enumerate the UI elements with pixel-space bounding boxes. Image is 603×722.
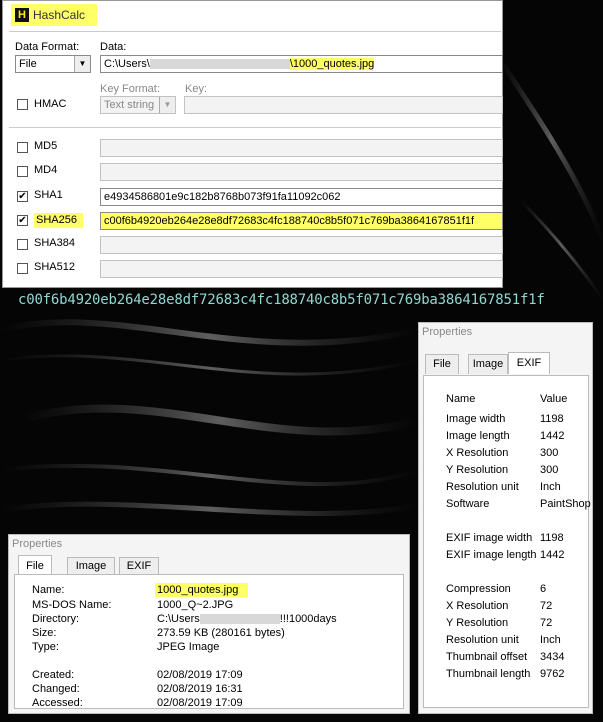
col-name-header: Name <box>446 393 476 405</box>
key-format-value: Text string <box>104 99 155 111</box>
sha1-checkbox[interactable]: ✔ <box>18 191 27 202</box>
size-value: 273.59 KB (280161 bytes) <box>157 627 285 639</box>
chevron-down-icon: ▼ <box>74 56 90 72</box>
size-label: Size: <box>32 627 57 639</box>
sha1-result-field[interactable]: e4934586801e9c182b8768b073f91fa11092c062 <box>100 188 503 206</box>
tab-image[interactable]: Image <box>67 557 115 575</box>
data-format-label: Data Format: <box>15 41 80 53</box>
exif-row-name: Software <box>446 498 490 510</box>
exif-row-name: Image width <box>446 413 506 425</box>
sha1-label: SHA1 <box>34 189 63 201</box>
exif-row-name: Y Resolution <box>446 617 509 629</box>
msdos-value: 1000_Q~2.JPG <box>157 599 234 611</box>
exif-row-value: 9762 <box>540 668 565 680</box>
redacted-path <box>200 614 280 624</box>
exif-row-value: Inch <box>540 634 561 646</box>
exif-row-value: 72 <box>540 617 553 629</box>
changed-label: Changed: <box>32 683 80 695</box>
divider <box>9 127 501 128</box>
data-path-prefix: C:\Users\ <box>104 58 150 70</box>
properties-title: Properties <box>422 326 473 338</box>
hmac-label: HMAC <box>34 98 67 110</box>
accessed-label: Accessed: <box>32 697 83 709</box>
md4-label: MD4 <box>34 164 58 176</box>
exif-row-name: Thumbnail offset <box>446 651 528 663</box>
data-format-select[interactable] <box>15 55 91 73</box>
exif-row-name: Compression <box>446 583 511 595</box>
exif-row-name: Image length <box>446 430 510 442</box>
exif-row-value: Inch <box>540 481 561 493</box>
hashcalc-window <box>2 0 503 288</box>
accessed-value: 02/08/2019 17:09 <box>157 697 243 709</box>
exif-row-name: X Resolution <box>446 600 509 612</box>
directory-prefix: C:\Users <box>157 613 200 625</box>
exif-row-value: 72 <box>540 600 553 612</box>
exif-row-name: Y Resolution <box>446 464 509 476</box>
key-format-label: Key Format: <box>100 83 160 95</box>
exif-row-value: 1442 <box>540 430 565 442</box>
key-label: Key: <box>185 83 208 95</box>
exif-row-name: Resolution unit <box>446 634 519 646</box>
changed-value: 02/08/2019 16:31 <box>157 683 243 695</box>
sha384-checkbox[interactable] <box>17 239 28 250</box>
msdos-label: MS-DOS Name: <box>32 599 112 611</box>
hashcalc-title-bar <box>11 4 97 26</box>
md5-checkbox[interactable] <box>17 142 28 153</box>
directory-suffix: !!!1000days <box>279 613 337 625</box>
exif-row-value: 300 <box>540 447 559 459</box>
redacted-path <box>150 59 290 69</box>
tab-exif[interactable]: EXIF <box>508 352 550 374</box>
md4-result-field[interactable] <box>100 163 503 181</box>
exif-row-value: 300 <box>540 464 559 476</box>
directory-value <box>157 613 337 625</box>
exif-row-value: 1198 <box>540 413 564 425</box>
exif-row-name: Resolution unit <box>446 481 519 493</box>
properties-title: Properties <box>12 538 63 550</box>
sha256-hash-text: c00f6b4920eb264e28e8df72683c4fc188740c8b5f071c769ba3864167851f1f <box>18 292 545 308</box>
tab-file[interactable]: File <box>18 555 52 577</box>
created-label: Created: <box>32 669 75 681</box>
hmac-checkbox[interactable] <box>17 99 28 110</box>
exif-row-name: EXIF image width <box>446 532 533 544</box>
col-value-header: Value <box>540 393 568 405</box>
md4-checkbox[interactable] <box>17 166 28 177</box>
divider <box>9 31 501 32</box>
exif-panel <box>423 375 589 708</box>
md5-result-field[interactable] <box>100 139 503 157</box>
sha512-result-field[interactable] <box>100 260 503 278</box>
sha256-label: SHA256 <box>34 213 83 228</box>
sha384-label: SHA384 <box>34 237 75 249</box>
exif-row-value: 3434 <box>540 651 565 663</box>
sha256-result-field[interactable]: c00f6b4920eb264e28e8df72683c4fc188740c8b5f071c769ba3864167851f1f <box>100 212 503 230</box>
hashcalc-title: HashCalc <box>33 8 86 22</box>
file-panel <box>14 574 404 709</box>
directory-label: Directory: <box>32 613 80 625</box>
exif-row-value: 1442 <box>540 549 565 561</box>
exif-row-value: 6 <box>540 583 547 595</box>
exif-row-name: EXIF image length <box>446 549 537 561</box>
name-value: 1000_quotes.jpg <box>155 583 248 597</box>
sha512-label: SHA512 <box>34 261 75 273</box>
type-value: JPEG Image <box>157 641 220 653</box>
exif-row-value: 1198 <box>540 532 564 544</box>
md5-label: MD5 <box>34 140 58 152</box>
properties-file-window <box>8 534 410 714</box>
type-label: Type: <box>32 641 59 653</box>
exif-row-value: PaintShop <box>540 498 591 510</box>
hashcalc-logo-icon: H <box>15 8 29 22</box>
sha512-checkbox[interactable] <box>17 263 28 274</box>
tab-image[interactable]: Image <box>468 354 508 374</box>
sha384-result-field[interactable] <box>100 236 503 254</box>
data-label: Data: <box>100 41 127 53</box>
name-label: Name: <box>32 584 65 596</box>
tab-exif[interactable]: EXIF <box>119 557 159 575</box>
data-path-file: \1000_quotes.jpg <box>289 58 375 70</box>
tab-file[interactable]: File <box>425 354 459 374</box>
key-format-select[interactable] <box>100 96 176 114</box>
exif-row-name: Thumbnail length <box>446 668 531 680</box>
data-input[interactable] <box>100 55 503 73</box>
key-input[interactable] <box>184 96 503 114</box>
properties-exif-window <box>418 322 593 714</box>
exif-row-name: X Resolution <box>446 447 509 459</box>
data-format-value: File <box>19 58 37 70</box>
created-value: 02/08/2019 17:09 <box>157 669 243 681</box>
sha256-checkbox[interactable]: ✔ <box>18 215 27 226</box>
chevron-down-icon: ▼ <box>159 97 175 113</box>
